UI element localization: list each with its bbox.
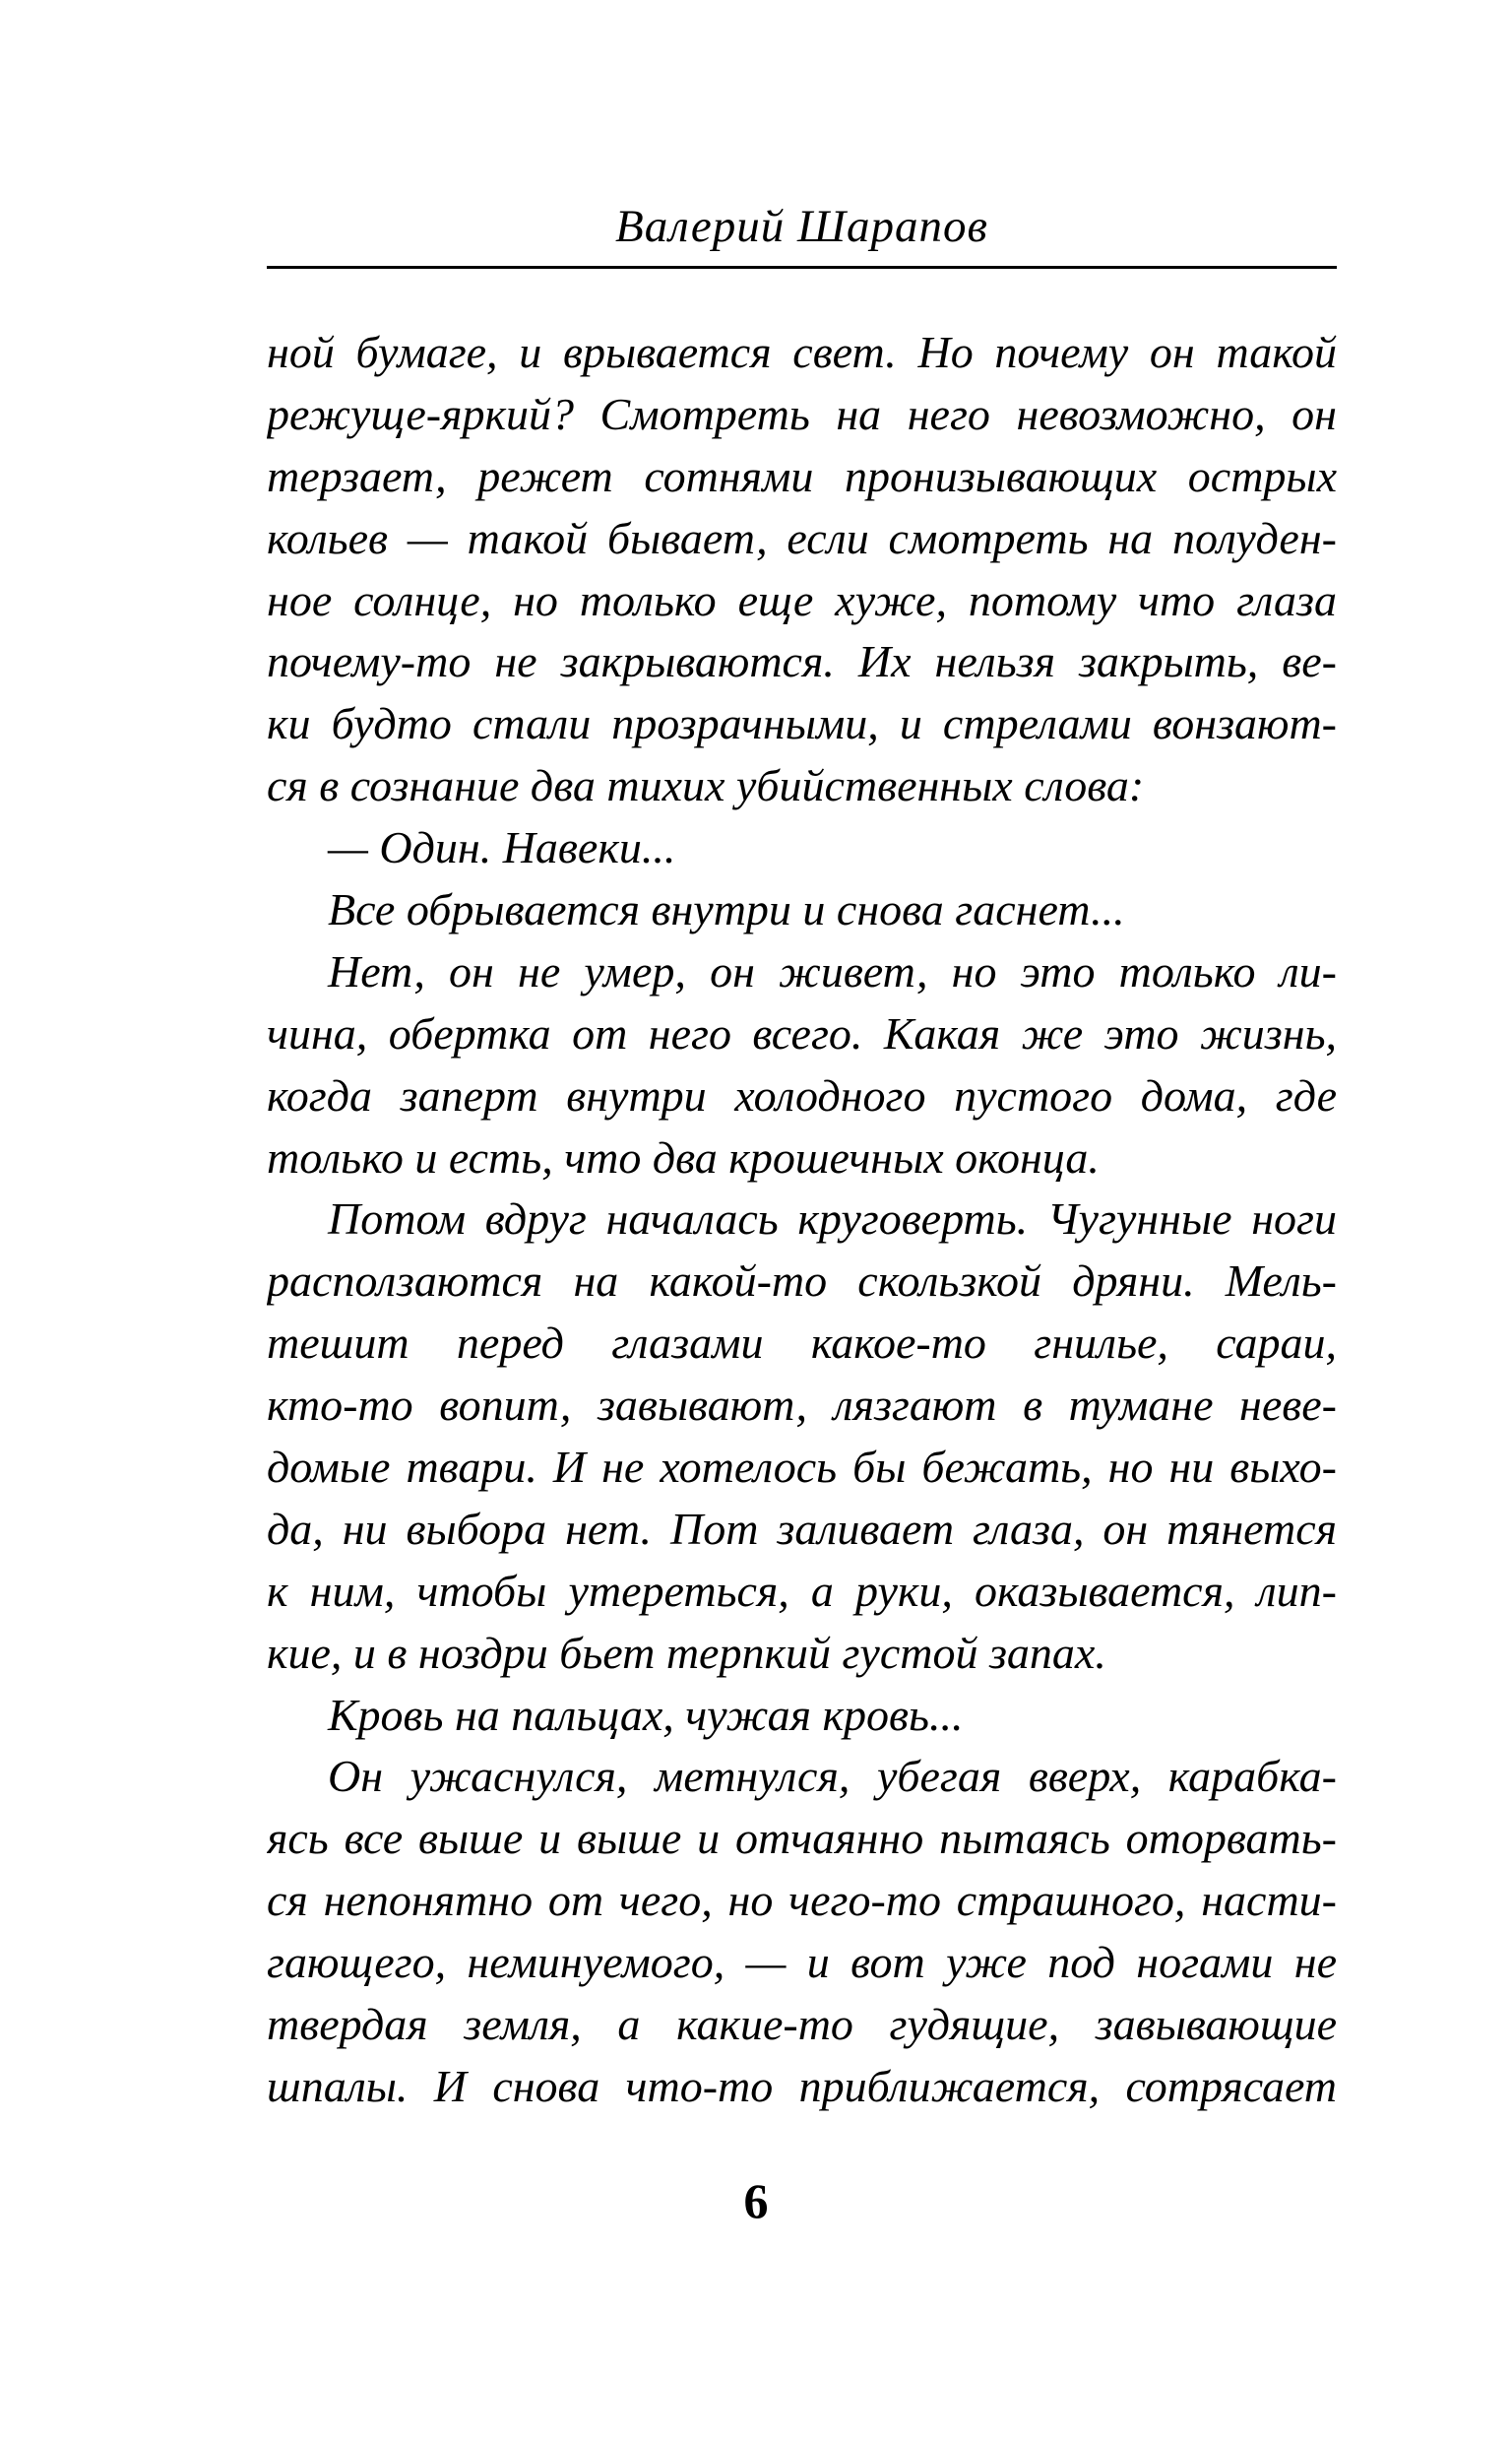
text-line: ное солнце, но только еще хуже, потому что глаза (267, 574, 1337, 625)
text-line: только и есть, что два крошечных оконца. (267, 1131, 1100, 1183)
text-line: ся непонятно от чего, но чего-то страшного, насти- (267, 1875, 1337, 1926)
body-text (267, 322, 1337, 2118)
text-line: Все обрывается внутри и снова гаснет... (328, 884, 1125, 935)
text-line: ясь все выше и выше и отчаянно пытаясь оторвать- (267, 1813, 1337, 1864)
text-line: твердая земля, а какие-то гудящие, завывающие (267, 1999, 1337, 2050)
text-line: домые твари. И не хотелось бы бежать, но ни выхо- (267, 1442, 1337, 1493)
text-line: расползаются на какой-то скользкой дряни. Мель- (267, 1255, 1337, 1307)
text-line: Потом вдруг началась круговерть. Чугунные ноги (328, 1193, 1337, 1245)
text-line: когда заперт внутри холодного пустого дома, где (267, 1069, 1337, 1121)
text-line: Он ужаснулся, метнулся, убегая вверх, карабка- (328, 1751, 1337, 1802)
text-line: тешит перед глазами какое-то гнилье, сараи, (267, 1318, 1337, 1369)
text-line: ной бумаге, и врывается свет. Но почему он такой (267, 327, 1337, 377)
running-head-author: Валерий Шарапов (615, 201, 988, 252)
text-line: кольев — такой бывает, если смотреть на полуден- (267, 512, 1337, 563)
text-line: — Один. Навеки... (328, 822, 676, 873)
text-line: почему-то не закрываются. Их нельзя закрыть, ве- (267, 636, 1337, 687)
text-line: да, ни выбора нет. Пот заливает глаза, он тянется (267, 1503, 1337, 1554)
text-line: режуще-яркий? Смотреть на него невозможно, он (267, 388, 1337, 439)
header-rule (267, 266, 1337, 269)
text-line: к ним, чтобы утереться, а руки, оказывается, лип- (267, 1565, 1337, 1616)
text-line: шпалы. И снова что-то приближается, сотрясает (267, 2060, 1337, 2111)
page-number: 6 (743, 2173, 769, 2228)
text-line: Нет, он не умер, он живет, но это только ли- (328, 945, 1337, 996)
text-line: чина, обертка от него всего. Какая же это жизнь, (267, 1007, 1337, 1059)
text-line: ки будто стали прозрачными, и стрелами вонзают- (267, 698, 1337, 749)
text-line: кие, и в ноздри бьет терпкий густой запах. (267, 1627, 1106, 1678)
text-line: кто-то вопит, завывают, лязгают в тумане неве- (267, 1380, 1337, 1431)
text-line: ся в сознание два тихих убийственных слова: (267, 760, 1145, 811)
text-line: Кровь на пальцах, чужая кровь... (328, 1689, 964, 1740)
text-line: гающего, неминуемого, — и вот уже под ногами не (267, 1937, 1337, 1988)
text-line: терзает, режет сотнями пронизывающих острых (267, 450, 1337, 501)
